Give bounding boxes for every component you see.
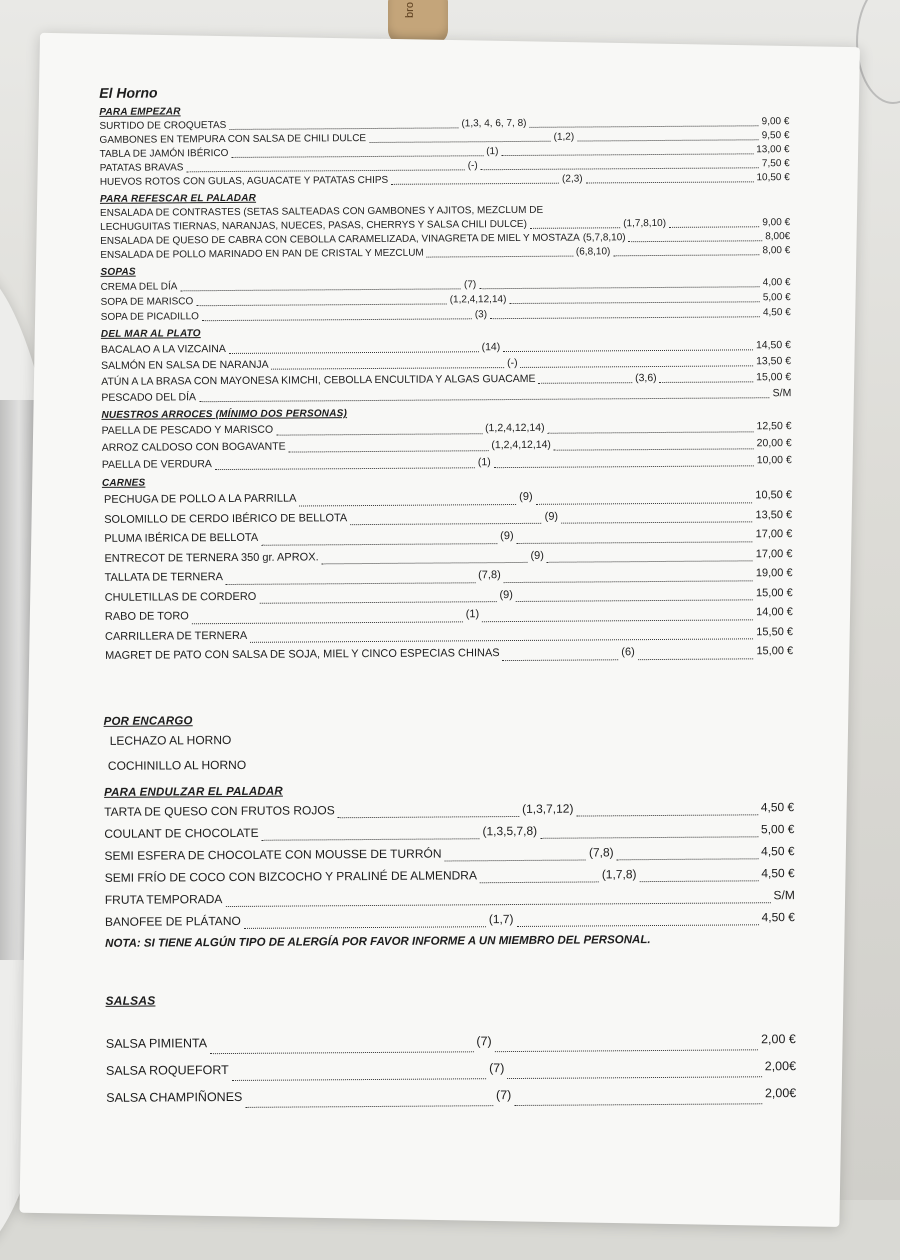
leader-dots: [514, 1103, 762, 1106]
item-name: TALLATA DE TERNERA: [104, 571, 224, 584]
section-title: CARNES: [101, 477, 146, 489]
item-price: 9,00 €: [761, 116, 790, 128]
item-price: 10,50 €: [755, 489, 793, 502]
leader-dots: [232, 1078, 486, 1081]
item-name: CARRILLERA DE TERNERA: [104, 629, 248, 643]
item-price: 13,00 €: [756, 144, 790, 156]
item-price: 12,50 €: [756, 420, 792, 433]
leader-dots: [480, 881, 599, 883]
leader-dots: [548, 431, 754, 433]
item-price: S/M: [772, 387, 792, 400]
item-name: SOPA DE MARISCO: [100, 296, 194, 308]
item-allergens: (9): [519, 490, 533, 503]
item-name: BANOFEE DE PLÁTANO: [104, 913, 241, 929]
leader-dots: [576, 814, 757, 816]
menu-sheet: [19, 33, 859, 1227]
leader-dots: [262, 838, 480, 841]
leader-dots: [494, 465, 754, 468]
leader-dots: [547, 560, 753, 562]
item-allergens: (14): [481, 341, 501, 354]
leader-dots: [669, 226, 759, 228]
item-price: 4,50 €: [762, 307, 791, 319]
item-name: COULANT DE CHOCOLATE: [104, 825, 259, 841]
item-allergens: (9): [544, 510, 559, 523]
item-allergens: (7,8): [588, 844, 614, 859]
item-allergens: (-): [467, 160, 478, 172]
item-name: ENSALADA DE QUESO DE CABRA CON CEBOLLA CARAMELIZADA, VINAGRETA DE MIEL Y MOSTAZA: [100, 232, 580, 247]
item-price: 5,00 €: [762, 292, 791, 304]
leader-dots: [226, 582, 475, 585]
leader-dots: [210, 1051, 473, 1054]
leader-dots: [490, 316, 760, 319]
item-name: CHULETILLAS DE CORDERO: [104, 590, 257, 604]
leader-dots: [530, 125, 759, 128]
restaurant-name: El Horno: [99, 84, 158, 101]
section-title: POR ENCARGO: [103, 714, 193, 728]
item-allergens: (1,7): [488, 911, 514, 926]
leader-dots: [215, 467, 475, 470]
item-allergens: (7): [476, 1033, 492, 1048]
section-postres: [104, 781, 795, 952]
leader-dots: [231, 155, 483, 158]
allergy-note: NOTA: SI TIENE ALGÚN TIPO DE ALERGÍA POR FAVOR INFORME A UN MIEMBRO DEL PERSONAL.: [105, 933, 651, 950]
item-name: ATÚN A LA BRASA CON MAYONESA KIMCHI, CEBOLLA ENCULTIDA Y ALGAS GUACAME: [101, 372, 536, 388]
item-name: SALSA CHAMPIÑONES: [106, 1089, 243, 1105]
leader-dots: [613, 254, 759, 256]
leader-dots: [192, 621, 463, 624]
leader-dots: [640, 880, 759, 882]
item-name: PECHUGA DE POLLO A LA PARRILLA: [103, 492, 297, 506]
item-name: BACALAO A LA VIZCAINA: [100, 343, 226, 356]
item-name: SOPA DE PICADILLO: [100, 311, 199, 323]
item-allergens: (3,6): [635, 371, 657, 385]
leader-dots: [516, 599, 753, 602]
item-allergens: (5,7,8,10): [582, 232, 626, 244]
leader-dots: [554, 448, 754, 450]
leader-dots: [289, 450, 489, 452]
item-price: 7,50 €: [761, 158, 790, 170]
item-allergens: (6,8,10): [575, 246, 611, 258]
item-price: 4,50 €: [761, 843, 795, 858]
item-price: 4,00 €: [762, 277, 791, 289]
item-name: MAGRET DE PATO CON SALSA DE SOJA, MIEL Y CINCO ESPECIAS CHINAS: [105, 647, 500, 662]
leader-dots: [272, 367, 505, 370]
item-price: 17,00 €: [755, 547, 793, 560]
item-price: 15,00 €: [756, 645, 794, 658]
section-title: NUESTROS ARROCES (MÍNIMO DOS PERSONAS): [101, 408, 348, 421]
leader-dots: [482, 619, 753, 622]
item-price: 20,00 €: [756, 437, 792, 450]
section-refrescar: [100, 187, 790, 263]
leader-dots: [504, 580, 753, 583]
item-allergens: (7): [463, 279, 477, 291]
item-name: SURTIDO DE CROQUETAS: [99, 119, 227, 132]
item-name: PESCADO DEL DÍA: [101, 391, 197, 404]
item-allergens: (1,3,5,7,8): [482, 823, 538, 838]
leader-dots: [617, 858, 759, 860]
section-para-empezar: [99, 100, 790, 190]
leader-dots: [229, 127, 458, 130]
item-allergens: (-): [507, 356, 518, 370]
leader-dots: [479, 286, 760, 289]
section-sopas: [100, 260, 790, 325]
item-name: CREMA DEL DÍA: [100, 281, 178, 293]
item-price: 13,50 €: [756, 355, 792, 368]
item-allergens: (9): [530, 549, 544, 562]
item-price: 15,00 €: [755, 586, 793, 599]
leader-dots: [517, 924, 759, 927]
leader-dots: [503, 659, 619, 661]
leader-dots: [369, 141, 551, 143]
item-allergens: (3): [474, 309, 488, 321]
item-name: PATATAS BRAVAS: [99, 162, 184, 174]
leader-dots: [517, 541, 753, 544]
item-name: SALSA ROQUEFORT: [105, 1062, 229, 1078]
leader-dots: [202, 318, 472, 321]
item-allergens: (1): [486, 146, 499, 158]
leader-dots: [507, 1076, 761, 1079]
leader-dots: [629, 240, 763, 242]
item-name: PLUMA IBÉRICA DE BELLOTA: [104, 531, 259, 545]
leader-dots: [259, 601, 496, 604]
leader-dots: [245, 1105, 493, 1108]
item-price: 4,50 €: [761, 909, 796, 924]
leader-dots: [577, 139, 759, 141]
item-allergens: (1,3,7,12): [522, 801, 574, 816]
item-name: RABO DE TORO: [104, 610, 189, 623]
leader-dots: [536, 502, 753, 505]
item-allergens: (9): [500, 530, 514, 543]
section-arroces: [101, 403, 791, 474]
item-allergens: (6): [621, 646, 635, 659]
leader-dots: [196, 303, 446, 306]
item-name: HUEVOS ROTOS CON GULAS, AGUACATE Y PATATAS CHIPS: [99, 174, 389, 188]
item-name: TARTA DE QUESO CON FRUTOS ROJOS: [104, 802, 335, 819]
item-allergens: (7,8): [478, 569, 501, 582]
leader-dots: [481, 167, 759, 170]
item-allergens: (1,7,8): [601, 866, 637, 881]
item-name: ARROZ CALDOSO CON BOGAVANTE: [101, 440, 286, 454]
item-price: 9,00 €: [762, 217, 791, 229]
item-allergens: (1): [477, 456, 491, 469]
leader-dots: [638, 658, 754, 660]
leader-dots: [276, 433, 482, 435]
section-title: PARA REFESCAR EL PALADAR: [99, 192, 257, 205]
encargo-item: LECHAZO AL HORNO: [109, 732, 232, 748]
item-price: 5,00 €: [760, 821, 795, 836]
menu-item: [106, 1080, 796, 1112]
leader-dots: [660, 381, 754, 383]
leader-dots: [186, 169, 464, 172]
item-name: SOLOMILLO DE CERDO IBÉRICO DE BELLOTA: [104, 511, 348, 526]
leader-dots: [391, 183, 559, 185]
item-price: 10,50 €: [756, 172, 790, 184]
leader-dots: [539, 382, 633, 384]
item-name: PAELLA DE PESCADO Y MARISCO: [101, 423, 274, 437]
section-por-encargo: [104, 710, 794, 780]
item-price: 19,00 €: [755, 567, 793, 580]
item-price: 2,00€: [764, 1058, 797, 1073]
item-name: PAELLA DE VERDURA: [101, 458, 212, 471]
item-price: 8,00 €: [762, 245, 791, 257]
item-price: 13,50 €: [755, 508, 793, 521]
item-price: 15,00 €: [756, 371, 792, 384]
item-name: ENSALADA DE POLLO MARINADO EN PAN DE CRISTAL Y MEZCLUM: [100, 247, 424, 261]
section-salsas: [105, 989, 796, 1112]
leader-dots: [540, 836, 758, 839]
section-title: SALSAS: [105, 993, 156, 1008]
item-price: 2,00€: [764, 1085, 797, 1100]
item-price: 17,00 €: [755, 528, 793, 541]
item-price: 14,50 €: [755, 339, 792, 352]
item-allergens: (7): [489, 1060, 505, 1075]
item-price: 10,00 €: [756, 454, 792, 467]
leader-dots: [350, 523, 541, 525]
item-allergens: (1): [465, 608, 480, 621]
leader-dots: [501, 153, 753, 156]
item-allergens: (9): [499, 588, 513, 601]
item-name: SEMI ESFERA DE CHOCOLATE CON MOUSSE DE TURRÓN: [104, 846, 442, 863]
item-allergens: (2,3): [562, 173, 583, 185]
item-allergens: (7): [495, 1087, 512, 1102]
leader-dots: [530, 227, 620, 229]
item-price: S/M: [773, 887, 795, 902]
leader-dots: [509, 301, 759, 304]
cork-label: bro: [403, 2, 416, 18]
item-name: ENTRECOT DE TERNERA 350 gr. APROX.: [104, 550, 319, 565]
section-carnes: [102, 471, 793, 666]
item-allergens: (1,2): [553, 131, 575, 143]
item-name: GAMBONES EN TEMPURA CON SALSA DE CHILI DULCE: [99, 133, 367, 146]
leader-dots: [322, 562, 528, 564]
leader-dots: [229, 351, 479, 354]
item-name: FRUTA TEMPORADA: [104, 891, 223, 907]
item-name: SALMÓN EN SALSA DE NARANJA: [101, 358, 269, 372]
item-allergens: (1,2,4,12,14): [485, 421, 545, 435]
menu-item: [102, 452, 792, 474]
item-price: 15,50 €: [756, 625, 794, 638]
section-title: SOPAS: [100, 266, 136, 278]
leader-dots: [199, 397, 770, 402]
item-price: 4,50 €: [761, 865, 795, 880]
item-name: SEMI FRÍO DE COCO CON BIZCOCHO Y PRALINÉ DE ALMENDRA: [104, 867, 478, 885]
leader-dots: [180, 288, 461, 291]
leader-dots: [261, 543, 497, 546]
menu-content: [99, 81, 796, 1111]
item-price: 14,00 €: [756, 606, 793, 619]
item-allergens: (1,2,4,12,14): [449, 294, 507, 306]
item-price: 8,00€: [765, 231, 791, 243]
menu-item: [105, 906, 795, 933]
item-allergens: (1,7,8,10): [623, 217, 667, 230]
leader-dots: [244, 926, 486, 929]
section-title: DEL MAR AL PLATO: [100, 328, 201, 340]
item-description: ENSALADA DE CONTRASTES (SETAS SALTEADAS CON GAMBONES Y AJITOS, MEZCLUM DE: [99, 204, 544, 219]
item-name: LECHUGUITAS TIERNAS, NARANJAS, NUECES, PASAS, CHERRYS Y SALSA CHILI DULCE): [100, 218, 527, 233]
leader-dots: [495, 1049, 758, 1052]
section-title: PARA ENDULZAR EL PALADAR: [104, 785, 283, 799]
wine-cork: [388, 0, 448, 44]
encargo-item: COCHINILLO AL HORNO: [107, 757, 247, 773]
leader-dots: [586, 181, 754, 183]
leader-dots: [561, 521, 752, 523]
leader-dots: [427, 256, 573, 258]
item-price: 2,00 €: [760, 1031, 796, 1046]
section-del-mar: [101, 322, 792, 406]
menu-item: [103, 642, 793, 666]
item-name: SALSA PIMIENTA: [105, 1035, 208, 1051]
item-price: 4,50 €: [760, 799, 795, 814]
section-title: PARA EMPEZAR: [99, 106, 181, 118]
item-price: 9,50 €: [761, 130, 790, 142]
leader-dots: [503, 349, 753, 352]
leader-dots: [338, 815, 519, 817]
item-allergens: (1,2,4,12,14): [491, 438, 551, 452]
leader-dots: [299, 503, 516, 506]
leader-dots: [444, 859, 586, 861]
item-name: TABLA DE JAMÓN IBÉRICO: [99, 147, 229, 160]
leader-dots: [521, 365, 754, 368]
item-allergens: (1,3, 4, 6, 7, 8): [461, 117, 527, 130]
